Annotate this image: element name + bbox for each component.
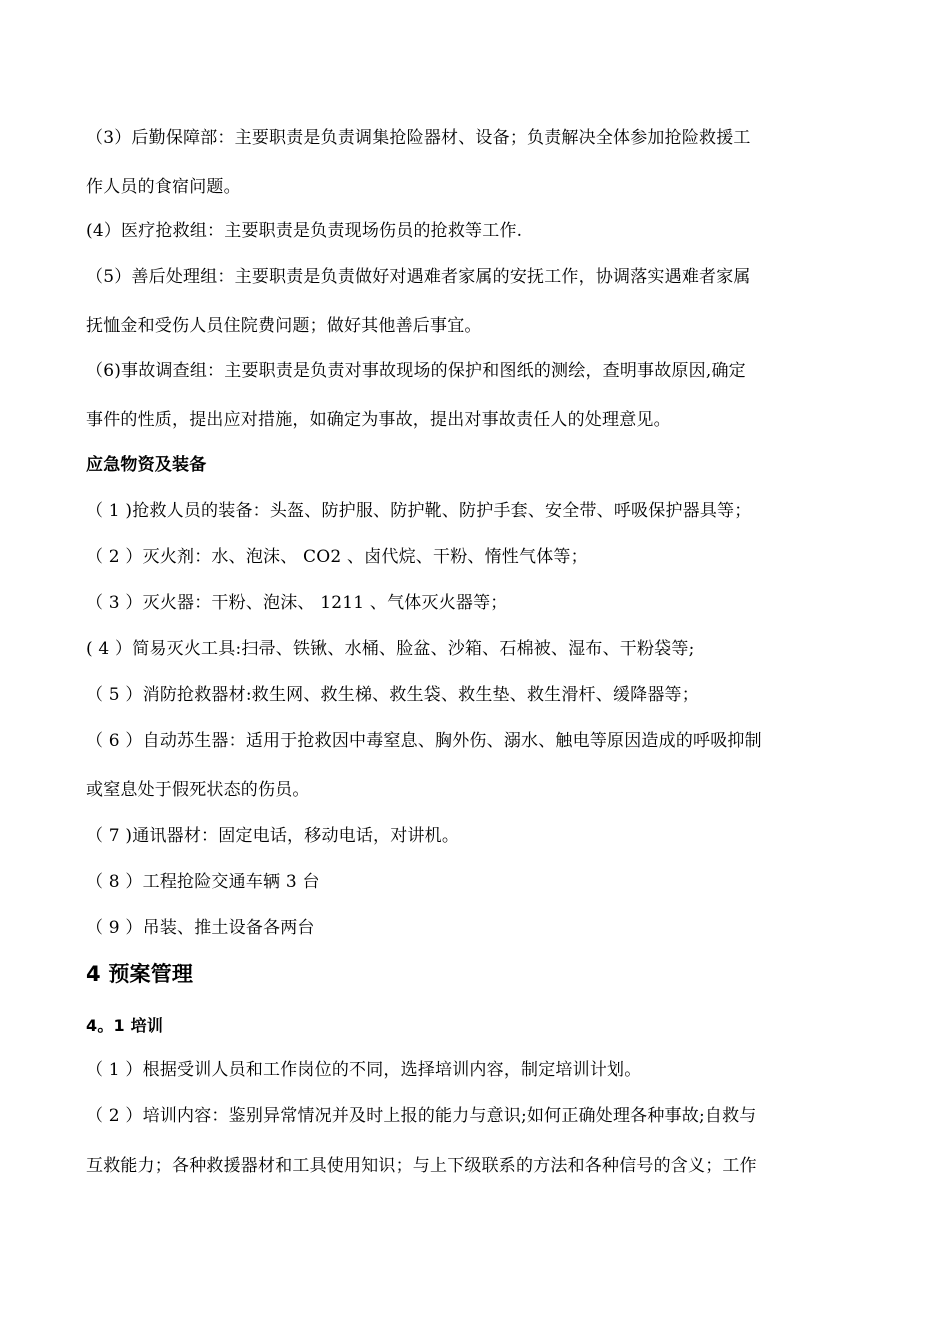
list-item: （ 2 ）培训内容：鉴别异常情况并及时上报的能力与意识;如何正确处理各种事故;自救与 [86, 1106, 757, 1126]
paragraph-line: 抚恤金和受伤人员住院费问题；做好其他善后事宜。 [86, 316, 482, 336]
list-item: （ 6 ）自动苏生器：适用于抢救因中毒窒息、胸外伤、溺水、触电等原因造成的呼吸抑制 [86, 731, 762, 751]
list-item: （ 3 ）灭火器：干粉、泡沫、 1211 、气体灭火器等； [86, 593, 508, 613]
paragraph-line: （6)事故调查组：主要职责是负责对事故现场的保护和图纸的测绘，查明事故原因,确定 [86, 361, 746, 381]
paragraph-line: （3）后勤保障部：主要职责是负责调集抢险器材、设备；负责解决全体参加抢险救援工 [86, 128, 751, 148]
list-item: （ 9 ）吊装、推土设备各两台 [86, 918, 315, 938]
list-item: （ 2 ）灭火剂：水、泡沫、 CO2 、卤代烷、干粉、惰性气体等； [86, 547, 588, 567]
list-item: （ 5 ）消防抢救器材:救生网、救生梯、救生袋、救生垫、救生滑杆、缓降器等； [86, 685, 699, 705]
list-item: （ 1 )抢救人员的装备：头盔、防护服、防护靴、防护手套、安全带、呼吸保护器具等； [86, 501, 752, 521]
list-item: ( 4 ）简易灭火工具:扫帚、铁锹、水桶、脸盆、沙箱、石棉被、湿布、干粉袋等; [86, 639, 695, 659]
subsection-heading: 4。1 培训 [86, 1016, 164, 1035]
chapter-heading: 4 预案管理 [86, 962, 194, 986]
section-heading: 应急物资及装备 [86, 455, 207, 475]
list-item: （ 7 )通讯器材：固定电话，移动电话，对讲机。 [86, 826, 460, 846]
list-item: 或窒息处于假死状态的伤员。 [86, 780, 310, 800]
list-item: （ 1 ）根据受训人员和工作岗位的不同，选择培训内容，制定培训计划。 [86, 1060, 642, 1080]
paragraph-line: (4）医疗抢救组：主要职责是负责现场伤员的抢救等工作. [86, 221, 523, 241]
paragraph-line: 事件的性质，提出应对措施，如确定为事故，提出对事故责任人的处理意见。 [86, 410, 671, 430]
list-item: 互救能力；各种救援器材和工具使用知识；与上下级联系的方法和各种信号的含义；工作 [86, 1156, 757, 1176]
paragraph-line: 作人员的食宿问题。 [86, 177, 241, 197]
paragraph-line: （5）善后处理组：主要职责是负责做好对遇难者家属的安抚工作，协调落实遇难者家属 [86, 267, 751, 287]
list-item: （ 8 ）工程抢险交通车辆 3 台 [86, 872, 320, 892]
